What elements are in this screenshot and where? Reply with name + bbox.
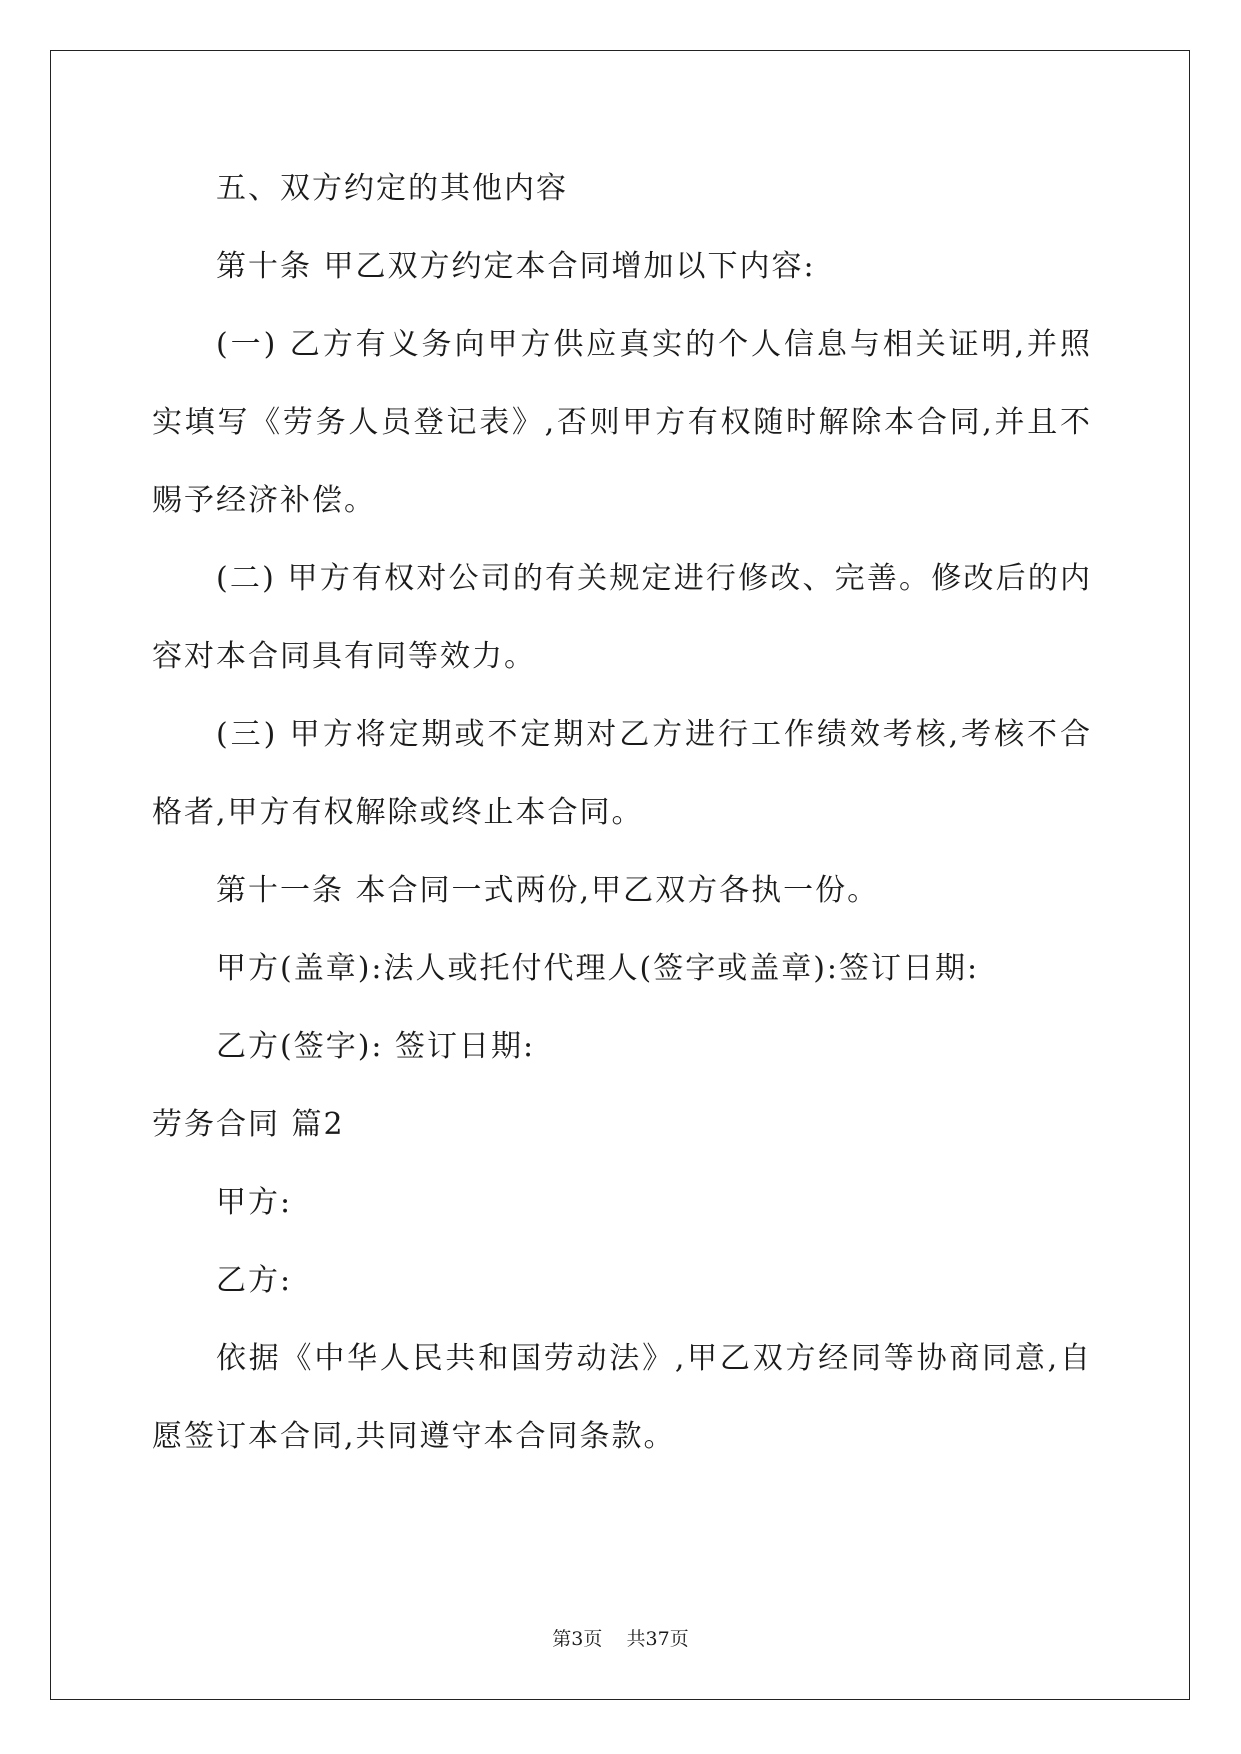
page-total: 共37页	[626, 1628, 689, 1650]
page-number: 第3页	[552, 1628, 603, 1650]
contract-title: 劳务合同 篇2	[152, 1107, 345, 1142]
party-a-label: 甲方:	[216, 1185, 293, 1220]
party-a-signature-line: 甲方(盖章):法人或托付代理人(签字或盖章):签订日期:	[216, 951, 980, 986]
clause-10: 第十条 甲乙双方约定本合同增加以下内容:	[216, 249, 816, 284]
clause-11: 第十一条 本合同一式两份,甲乙双方各执一份。	[216, 873, 880, 908]
page-footer	[0, 1627, 1241, 1651]
party-b-label: 乙方:	[216, 1263, 293, 1298]
clause-10-item-3: (三) 甲方将定期或不定期对乙方进行工作绩效考核,考核不合格者,甲方有权解除或终止本合同。	[152, 717, 1092, 830]
preamble: 依据《中华人民共和国劳动法》,甲乙双方经同等协商同意,自愿签订本合同,共同遵守本合同条款。	[152, 1341, 1092, 1454]
section-heading: 五、双方约定的其他内容	[216, 171, 568, 206]
clause-10-item-2: (二) 甲方有权对公司的有关规定进行修改、完善。修改后的内容对本合同具有同等效力。	[152, 561, 1092, 674]
clause-10-item-1: (一) 乙方有义务向甲方供应真实的个人信息与相关证明,并照实填写《劳务人员登记表》,否则甲方有权随时解除本合同,并且不赐予经济补偿。	[152, 327, 1092, 518]
document-body	[152, 150, 1092, 1476]
party-b-signature-line: 乙方(签字): 签订日期:	[216, 1029, 536, 1064]
